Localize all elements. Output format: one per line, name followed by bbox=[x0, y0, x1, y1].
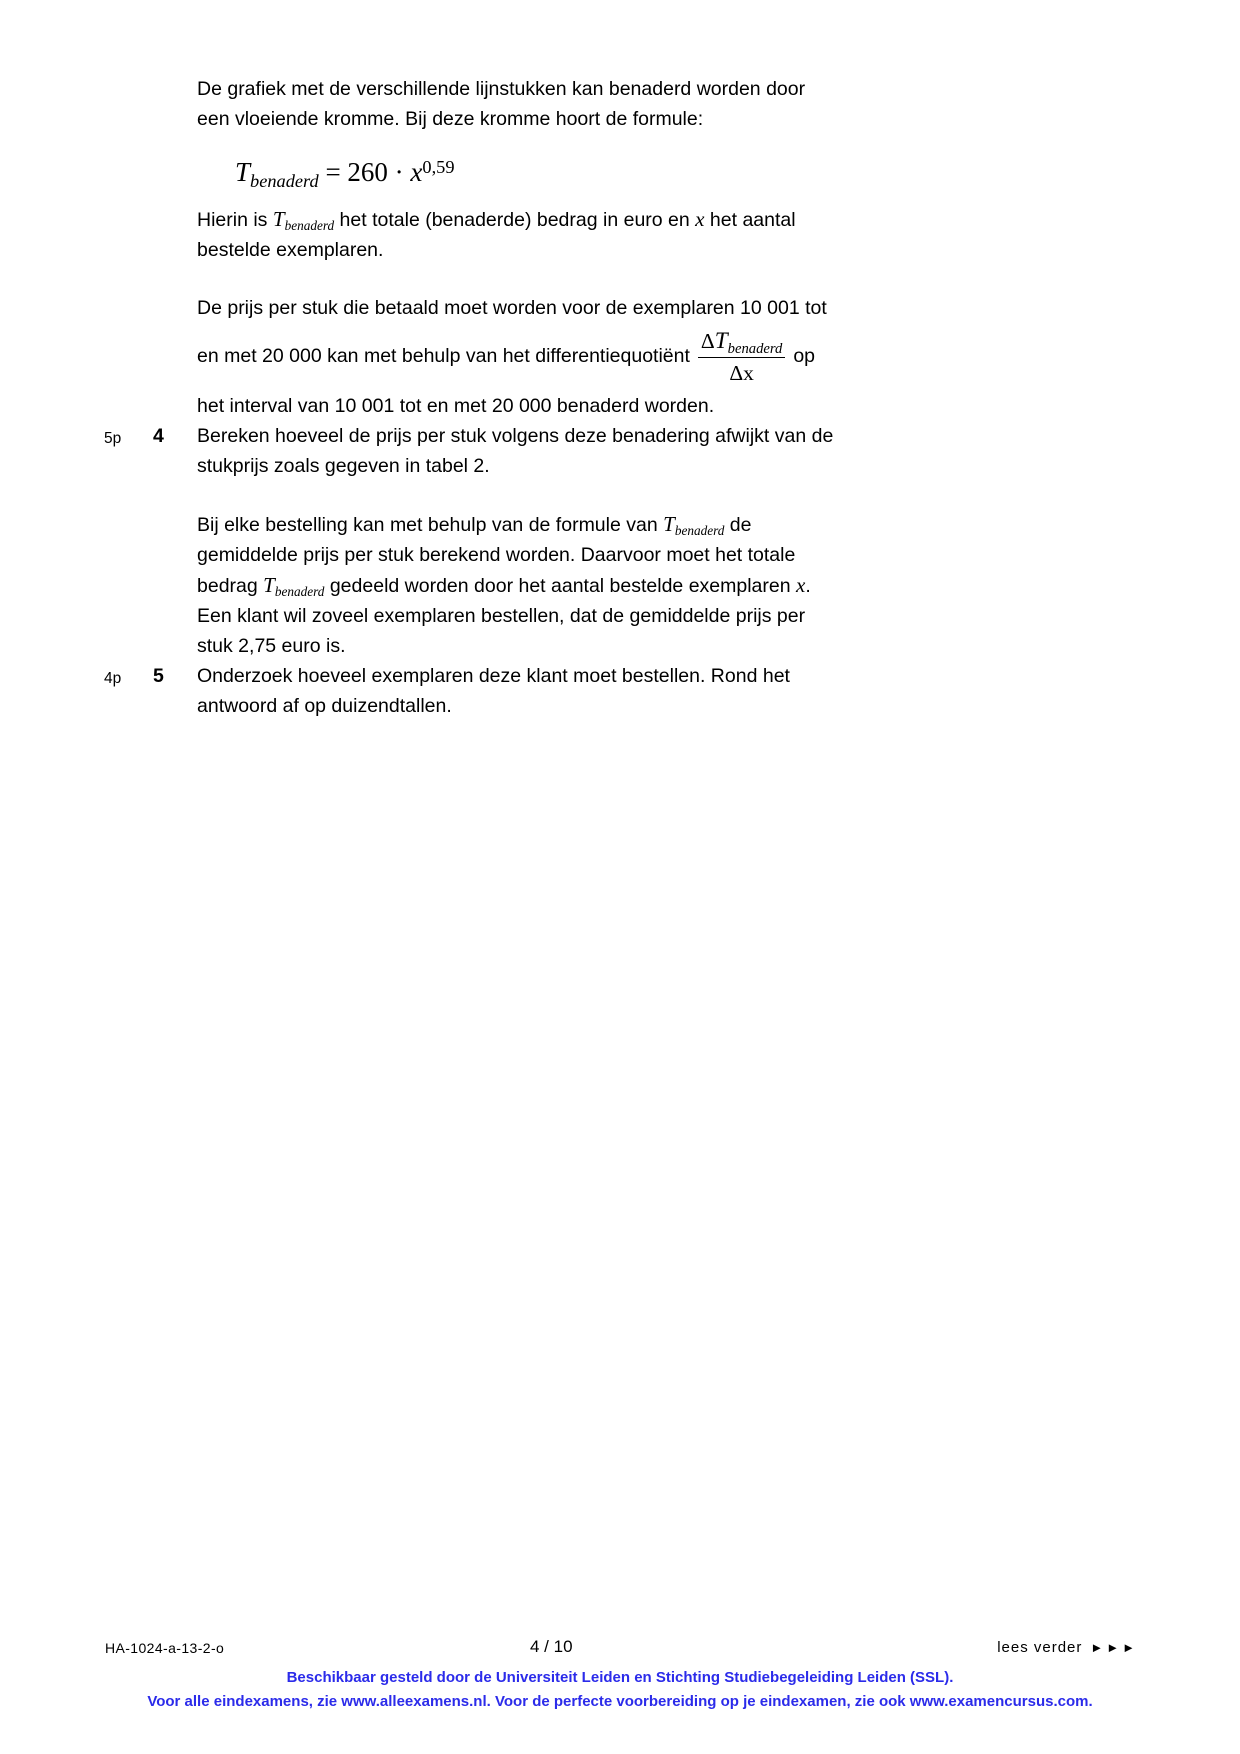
credits-block bbox=[0, 1666, 1240, 1714]
order-text-period: . bbox=[805, 574, 811, 597]
continue-indicator bbox=[997, 1639, 1138, 1656]
order-line-3 bbox=[197, 570, 1047, 601]
question-number: 5 bbox=[153, 664, 164, 687]
subscript-benaderd: benaderd bbox=[274, 584, 325, 600]
variable-T: T bbox=[235, 157, 251, 187]
variable-T: T bbox=[663, 511, 675, 536]
subscript-benaderd: benaderd bbox=[250, 170, 319, 191]
page-indicator: 4 / 10 bbox=[530, 1637, 573, 1656]
formula-display bbox=[235, 150, 1047, 194]
explain-paragraph bbox=[197, 204, 1047, 265]
difference-quotient-fraction bbox=[698, 327, 785, 387]
order-line-2: gemiddelde prijs per stuk berekend worden. Daarvoor moet het totale bbox=[197, 543, 796, 566]
order-text-post: de bbox=[724, 513, 752, 536]
question-number: 4 bbox=[153, 424, 164, 447]
quotient-line-3: het interval van 10 001 tot en met 20 000 benaderd worden. bbox=[197, 394, 715, 417]
explain-text-post: het aantal bbox=[704, 209, 796, 231]
continue-arrows-icon: ►►► bbox=[1090, 1640, 1138, 1655]
exponent-059: 0,59 bbox=[422, 156, 455, 177]
intro-line-2: een vloeiende kromme. Bij deze kromme hoort de formule: bbox=[197, 108, 704, 130]
fraction-denominator: Δx bbox=[729, 361, 754, 386]
order-text-bedrag: bedrag bbox=[197, 574, 264, 597]
formula-rhs: = 260 · bbox=[318, 157, 411, 187]
order-text-mid: gedeeld worden door het aantal bestelde exemplaren bbox=[324, 574, 797, 597]
question-text bbox=[197, 661, 1047, 721]
delta-symbol: Δ bbox=[700, 329, 715, 353]
question-4-line-1: Bereken hoeveel de prijs per stuk volgens deze benadering afwijkt van de bbox=[197, 424, 834, 447]
quotient-text-pre: en met 20 000 kan met behulp van het differentiequotiënt bbox=[197, 345, 690, 368]
explain-text-pre: Hierin is bbox=[197, 209, 273, 231]
credit-line-2: Voor alle eindexamens, zie www.alleexamens.nl. Voor de perfecte voorbereiding op je eindexamen, zie ook www.examencursus.com. bbox=[147, 1693, 1093, 1710]
order-paragraph bbox=[197, 509, 1047, 661]
intro-line-1: De grafiek met de verschillende lijnstukken kan benaderd worden door bbox=[197, 78, 806, 100]
explain-line-1 bbox=[197, 204, 1047, 235]
credit-line-1: Beschikbaar gesteld door de Universiteit Leiden en Stichting Studiebegeleiding Leiden (SSL). bbox=[286, 1669, 954, 1686]
question-5-line-1: Onderzoek hoeveel exemplaren deze klant moet bestellen. Rond het bbox=[197, 664, 790, 687]
question-5 bbox=[104, 661, 1047, 721]
order-line-5: stuk 2,75 euro is. bbox=[197, 634, 346, 657]
order-line-4: Een klant wil zoveel exemplaren bestellen, dat de gemiddelde prijs per bbox=[197, 604, 806, 627]
variable-x: x bbox=[695, 207, 705, 231]
document-code: HA-1024-a-13-2-o bbox=[105, 1640, 225, 1656]
order-line-1 bbox=[197, 509, 1047, 540]
subscript-benaderd: benaderd bbox=[284, 218, 335, 234]
points-badge: 5p bbox=[104, 429, 122, 447]
explain-text-mid: het totale (benaderde) bedrag in euro en bbox=[334, 209, 696, 231]
continue-label: lees verder bbox=[997, 1639, 1083, 1656]
question-text bbox=[197, 421, 1047, 481]
variable-x: x bbox=[410, 157, 423, 187]
quotient-line-1: De prijs per stuk die betaald moet worden voor de exemplaren 10 001 tot bbox=[197, 297, 827, 319]
question-4-line-2: stukprijs zoals gegeven in tabel 2. bbox=[197, 454, 490, 477]
variable-T: T bbox=[263, 572, 275, 597]
quotient-line-2 bbox=[197, 323, 1047, 391]
quotient-text-post: op bbox=[793, 345, 816, 368]
variable-T: T bbox=[714, 328, 728, 354]
explain-line-2: bestelde exemplaren. bbox=[197, 239, 384, 261]
variable-T: T bbox=[272, 207, 285, 231]
order-text-pre: Bij elke bestelling kan met behulp van de formule van bbox=[197, 513, 664, 536]
points-badge: 4p bbox=[104, 669, 122, 687]
variable-x: x bbox=[796, 572, 806, 597]
subscript-benaderd: benaderd bbox=[727, 340, 783, 357]
page-content bbox=[104, 74, 1047, 721]
question-5-line-2: antwoord af op duizendtallen. bbox=[197, 694, 452, 717]
subscript-benaderd: benaderd bbox=[674, 523, 725, 539]
intro-paragraph bbox=[197, 74, 1047, 134]
quotient-paragraph bbox=[197, 293, 1047, 421]
question-4 bbox=[104, 421, 1047, 481]
fraction-numerator bbox=[698, 327, 785, 358]
